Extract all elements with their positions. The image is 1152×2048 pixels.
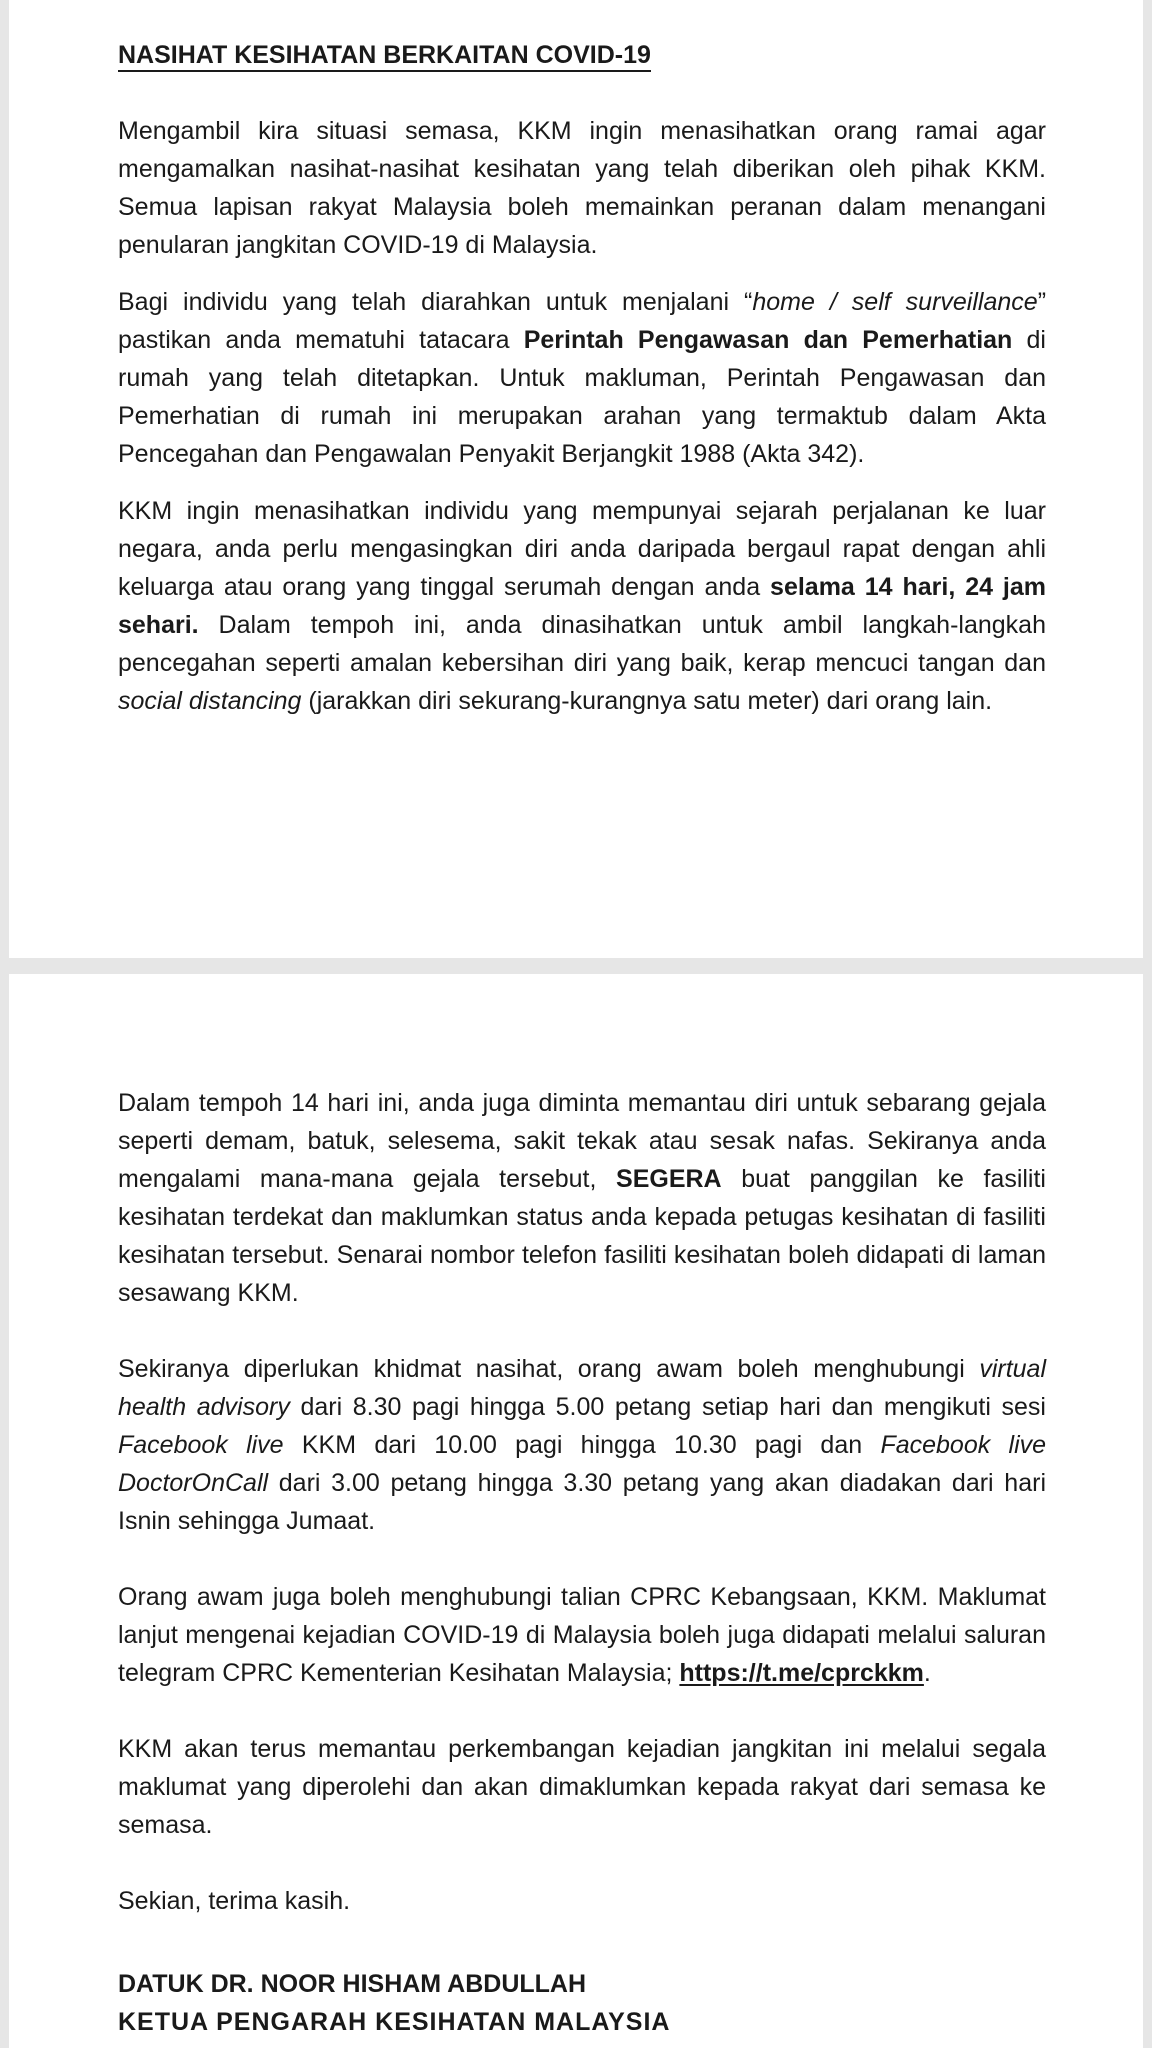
paragraph-travel-isolation: KKM ingin menasihatkan individu yang mempunyai sejarah perjalanan ke luar negara, anda perlu mengasingkan diri anda daripada bergaul rapat dengan ahli keluarga atau orang yang tinggal serumah dengan anda selama 14 hari, 24 jam sehari. Dalam tempoh ini, anda dinasihatkan untuk ambil langkah-langkah pencegahan seperti amalan kebersihan diri yang baik, kerap mencuci tangan dan social distancing (jarakkan diri sekurang-kurangnya satu meter) dari orang lain. — [118, 497, 1047, 715]
signatory-name: DATUK DR. NOOR HISHAM ABDULLAH — [118, 1970, 587, 1998]
paragraph-home-surveillance: Bagi individu yang telah diarahkan untuk menjalani “home / self surveillance” pastikan anda mematuhi tatacara Perintah Pengawasan dan Pemerhatian di rumah yang telah ditetapkan. Untuk makluman, Perintah Pengawasan dan Pemerhatian di rumah ini merupakan arahan yang termaktub dalam Akta Pencegahan dan Pengawalan Penyakit Berjangkit 1988 (Akta 342). — [118, 288, 1047, 468]
paragraph-situasi-semasa: Mengambil kira situasi semasa, KKM ingin menasihatkan orang ramai agar mengamalkan nasihat-nasihat kesihatan yang telah diberikan oleh pihak KKM. Semua lapisan rakyat Malaysia boleh memainkan peranan dalam menangani penularan jangkitan COVID-19 di Malaysia. — [118, 117, 1046, 259]
document-page-1 — [9, 0, 1143, 958]
document-title-text: NASIHAT KESIHATAN BERKAITAN COVID-19 — [118, 41, 651, 72]
page-2-content — [118, 1084, 1046, 2041]
closing-line: Sekian, terima kasih. — [118, 1887, 351, 1915]
document-page-2 — [9, 974, 1143, 2048]
paragraph-monitoring-updates: KKM akan terus memantau perkembangan kejadian jangkitan ini melalui segala maklumat yang diperolehi dan akan dimaklumkan kepada rakyat dari semasa ke semasa. — [118, 1735, 1046, 1839]
page-1-content — [118, 36, 1046, 739]
signatory-title: KETUA PENGARAH KESIHATAN MALAYSIA — [118, 2008, 671, 2036]
paragraph-cprc-contact: Orang awam juga boleh menghubungi talian CPRC Kebangsaan, KKM. Maklumat lanjut mengenai kejadian COVID-19 di Malaysia boleh juga didapati melalui saluran telegram CPRC Kementerian Kesihatan Malaysia; https://t.me/cprckkm. — [118, 1583, 1046, 1687]
telegram-link[interactable]: https://t.me/cprckkm — [679, 1659, 924, 1687]
document-title — [118, 36, 1046, 74]
paragraph-virtual-advisory: Sekiranya diperlukan khidmat nasihat, orang awam boleh menghubungi virtual health advisory dari 8.30 pagi hingga 5.00 petang setiap hari dan mengikuti sesi Facebook live KKM dari 10.00 pagi hingga 10.30 pagi dan Facebook live DoctorOnCall dari 3.00 petang hingga 3.30 petang yang akan diadakan dari hari Isnin sehingga Jumaat. — [118, 1355, 1047, 1535]
paragraph-symptom-monitoring: Dalam tempoh 14 hari ini, anda juga diminta memantau diri untuk sebarang gejala seperti demam, batuk, selesema, sakit tekak atau sesak nafas. Sekiranya anda mengalami mana-mana gejala tersebut, SEGERA buat panggilan ke fasiliti kesihatan terdekat dan maklumkan status anda kepada petugas kesihatan di fasiliti kesihatan tersebut. Senarai nombor telefon fasiliti kesihatan boleh didapati di laman sesawang KKM. — [118, 1089, 1046, 1307]
